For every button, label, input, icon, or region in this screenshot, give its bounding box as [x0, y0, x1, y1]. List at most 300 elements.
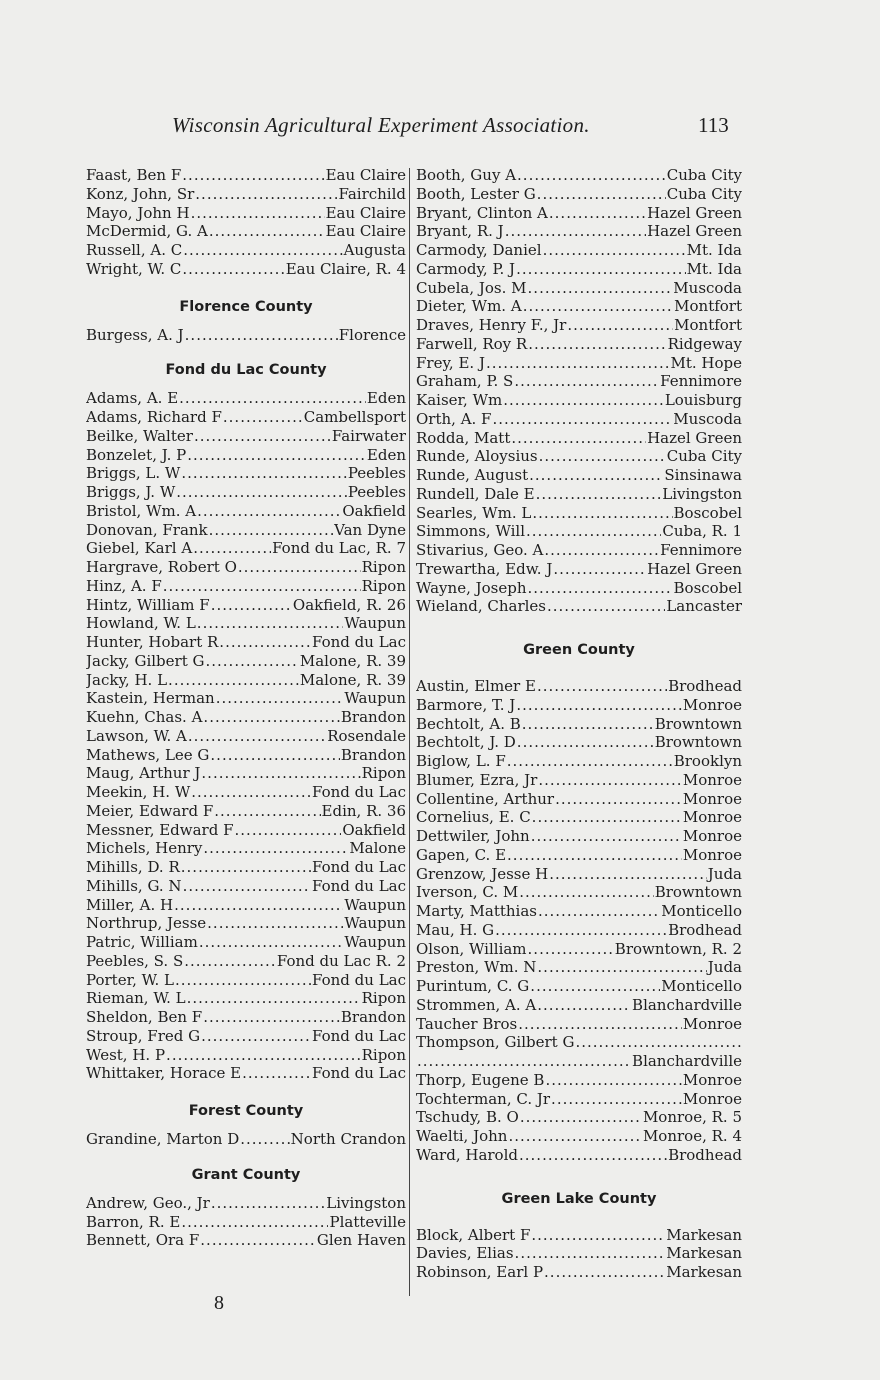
list-item: [86, 166, 406, 185]
list-item: [416, 977, 742, 996]
entry-place: Fond du Lac, R. 7: [272, 539, 406, 558]
forest-county-heading: Forest County: [188, 1103, 304, 1119]
entry-place: Peebles: [347, 483, 406, 501]
entry-name: Stroup, Fred G: [86, 1026, 201, 1045]
entry-place: Boscobel: [673, 578, 742, 597]
entry-name: Thompson, Gilbert G: [416, 1033, 575, 1052]
list-item: [86, 1064, 406, 1083]
list-item: [86, 1231, 406, 1250]
entry-place: Malone: [349, 839, 406, 858]
forest-county-list: [86, 1130, 406, 1149]
list-item: [86, 427, 406, 446]
list-item: [416, 1244, 742, 1263]
entry-name: Grenzow, Jesse H: [416, 864, 549, 883]
entry-name: Booth, Guy A: [416, 166, 517, 184]
entry-place: Lancaster: [666, 597, 742, 616]
list-item: [416, 260, 742, 279]
entry-name: Bryant, Clinton A: [416, 203, 548, 222]
entry-place: Ripon: [361, 1045, 406, 1064]
entry-place: Fennimore: [660, 372, 742, 391]
list-item: [86, 1008, 406, 1027]
entry-name: Frey, E. J: [416, 353, 485, 372]
entry-name: Briggs, L. W: [86, 464, 181, 483]
entry-place: Boscobel: [673, 503, 742, 522]
entry-place: Waupun: [344, 933, 406, 951]
entry-name: Bechtolt, J. D: [416, 733, 516, 752]
entry-name: Mihills, D. R: [86, 858, 180, 876]
entry-place: Oakfield, R. 26: [292, 595, 406, 614]
entry-place: Fond du Lac: [312, 1064, 406, 1083]
list-item: [86, 746, 406, 765]
entry-name: Simmons, Will: [416, 522, 525, 541]
entry-name: Mayo, John H: [86, 203, 190, 222]
list-item: [416, 921, 742, 940]
list-item: [416, 297, 742, 316]
entry-name: Collentine, Arthur: [416, 789, 555, 808]
green-county-list: [416, 677, 742, 1033]
entry-place: Monroe, R. 4: [642, 1127, 742, 1145]
entry-place: Markesan: [666, 1244, 742, 1263]
entry-place: Monticello: [661, 902, 742, 920]
entry-place: Sinsinawa: [664, 466, 742, 484]
list-item: [86, 204, 406, 223]
list-item: [416, 204, 742, 223]
entry-place: Eau Claire: [325, 203, 406, 222]
entry-place: Rosendale: [327, 726, 406, 745]
list-item: [86, 839, 406, 858]
list-item: [86, 408, 406, 427]
entry-name: Searles, Wm. L: [416, 503, 532, 522]
entry-place: Monticello: [661, 977, 742, 995]
entry-place: Juda: [707, 864, 742, 883]
entry-place: Browntown: [654, 883, 742, 902]
entry-name: Konz, John, Sr: [86, 184, 195, 203]
entry-place: Markesan: [666, 1225, 742, 1244]
entry-place: Augusta: [343, 241, 406, 259]
entry-name: Rieman, W. L: [86, 989, 186, 1008]
entry-name: Carmody, Daniel: [416, 241, 542, 259]
entry-name: Hunter, Hobart R: [86, 633, 219, 651]
entry-name: Cornelius, E. C: [416, 808, 531, 827]
list-item: [86, 652, 406, 671]
entry-name: Burgess, A. J: [86, 325, 184, 344]
list-item: [86, 689, 406, 708]
list-item: [416, 447, 742, 466]
list-item: [416, 1033, 742, 1052]
fond-du-lac-county-list: [86, 389, 406, 1083]
entry-name: Grandine, Marton D: [86, 1130, 240, 1148]
list-item: [86, 914, 406, 933]
list-item: [416, 958, 742, 977]
entry-place: Monroe: [682, 770, 742, 789]
entry-name: Waelti, John: [416, 1127, 508, 1145]
entry-place: Malone, R. 39: [299, 651, 406, 670]
grant-county-heading: Grant County: [191, 1166, 301, 1183]
entry-place: Waupun: [344, 895, 406, 914]
entry-place: Fond du Lac: [312, 970, 406, 989]
entry-name: Dieter, Wm. A: [416, 297, 522, 316]
entry-name: Purintum, C. G: [416, 977, 530, 995]
entry-place: Brodhead: [668, 1145, 742, 1164]
entry-place: Monroe: [682, 845, 742, 864]
list-item: [86, 708, 406, 727]
left-column: [86, 166, 406, 1250]
column-divider: [409, 168, 410, 1296]
entry-name: Olson, William: [416, 939, 527, 958]
page-number: 113: [698, 113, 729, 137]
list-item: [86, 596, 406, 615]
entry-place: Waupun: [344, 914, 406, 933]
list-item: [416, 579, 742, 598]
list-item: [86, 389, 406, 408]
entry-place: Brandon: [340, 708, 406, 726]
entry-place: Louisburg: [664, 391, 742, 409]
entry-name: Mau, H. G: [416, 920, 495, 939]
entry-place: Eau Claire, R. 4: [285, 259, 406, 278]
entry-name: Stivarius, Geo. A: [416, 541, 544, 559]
entry-place: Cambellsport: [303, 408, 406, 426]
entry-name: Bennett, Ora F: [86, 1231, 200, 1250]
entry-place: Monroe: [682, 808, 742, 827]
list-item: [416, 222, 742, 241]
entry-name: Iverson, C. M: [416, 883, 519, 902]
list-item: [86, 1130, 406, 1149]
list-item: [86, 971, 406, 990]
list-item: [416, 902, 742, 921]
running-header: [0, 113, 880, 141]
entry-name: Kaiser, Wm: [416, 391, 503, 409]
entry-name: Mihills, G. N: [86, 876, 182, 895]
entry-name: Briggs, J. W: [86, 483, 176, 501]
entry-name: Davies, Elias: [416, 1244, 514, 1263]
entry-place: Livingston: [662, 484, 742, 503]
entry-place: Ripon: [361, 576, 406, 595]
entry-name: Wright, W. C: [86, 259, 182, 278]
entry-name: Mathews, Lee G: [86, 745, 210, 764]
entry-place: Cuba City: [666, 166, 742, 184]
list-item: [416, 279, 742, 298]
entry-name: Jacky, Gilbert G: [86, 651, 205, 670]
list-item: [416, 372, 742, 391]
eau-claire-continued-list: [86, 166, 406, 279]
entry-place: Ridgeway: [667, 334, 742, 353]
entry-name: Draves, Henry F., Jr: [416, 316, 567, 334]
entry-place: Fond du Lac: [312, 783, 406, 801]
entry-place: Cuba City: [666, 447, 742, 466]
entry-place: Ripon: [361, 989, 406, 1008]
list-item: [86, 483, 406, 502]
list-item: [86, 952, 406, 971]
entry-place: Monroe: [682, 695, 742, 714]
entry-name: Block, Albert F: [416, 1225, 531, 1244]
entry-name: Hintz, William F: [86, 595, 210, 614]
entry-name: Strommen, A. A: [416, 995, 537, 1014]
entry-name: Whittaker, Horace E: [86, 1064, 242, 1083]
entry-place: Browntown, R. 2: [614, 939, 742, 958]
grant-county-continued-list: [416, 166, 742, 616]
list-item: [416, 522, 742, 541]
list-item: [416, 790, 742, 809]
list-item: [86, 502, 406, 521]
list-item: [86, 821, 406, 840]
entry-name: Marty, Matthias: [416, 902, 537, 920]
entry-name: Andrew, Geo., Jr: [86, 1193, 210, 1212]
entry-place: Eau Claire: [325, 166, 406, 184]
entry-name: Beilke, Walter: [86, 426, 193, 445]
entry-name: Lawson, W. A: [86, 726, 187, 745]
entry-name: Howland, W. L: [86, 614, 196, 633]
list-item: [86, 933, 406, 952]
list-item: [416, 391, 742, 410]
entry-name: Barmore, T. J: [416, 695, 516, 714]
entry-place: Blanchardville: [632, 995, 742, 1014]
grant-county-list: [86, 1194, 406, 1250]
entry-place: Monroe: [682, 827, 742, 845]
list-item: [86, 783, 406, 802]
list-item: [416, 940, 742, 959]
entry-name: Hargrave, Robert O: [86, 558, 237, 576]
list-item: [86, 521, 406, 540]
list-item: [86, 764, 406, 783]
list-item: [416, 1015, 742, 1034]
entry-name: Giebel, Karl A: [86, 539, 193, 558]
list-item: [416, 504, 742, 523]
entry-name: Northrup, Jesse: [86, 914, 207, 933]
entry-place: Brodhead: [668, 920, 742, 939]
list-item: [86, 671, 406, 690]
list-item: [86, 633, 406, 652]
entry-place: Mt. Ida: [686, 241, 742, 259]
entry-name: Taucher Bros: [416, 1014, 518, 1033]
green-county-heading: Green County: [523, 642, 635, 658]
list-item: [86, 446, 406, 465]
entry-name: Donovan, Frank: [86, 520, 208, 539]
entry-place: Waupun: [344, 689, 406, 708]
signature-mark: 8: [214, 1292, 224, 1314]
entry-place: Ripon: [361, 558, 406, 576]
list-item: [416, 597, 742, 616]
entry-name: Austin, Elmer E: [416, 677, 536, 695]
list-item: [416, 1108, 742, 1127]
florence-county-heading: Florence County: [179, 298, 313, 315]
entry-name: Carmody, P. J: [416, 259, 516, 278]
list-item: [416, 996, 742, 1015]
entry-name: Adams, A. E: [86, 389, 179, 408]
list-item: [86, 614, 406, 633]
list-item: [86, 241, 406, 260]
entry-name: Kuehn, Chas. A: [86, 708, 203, 726]
entry-place: Monroe: [682, 1014, 742, 1033]
list-item: [416, 466, 742, 485]
entry-name: Graham, P. S: [416, 372, 514, 391]
entry-name: Wayne, Joseph: [416, 578, 527, 597]
list-item: [416, 808, 742, 827]
list-item: [416, 560, 742, 579]
entry-place: Fairwater: [331, 426, 406, 445]
entry-place: Juda: [707, 958, 742, 977]
entry-name: Farwell, Roy R: [416, 334, 528, 353]
list-item: [86, 558, 406, 577]
entry-place: Malone, R. 39: [299, 670, 406, 689]
entry-name: Tochterman, C. Jr: [416, 1089, 551, 1108]
entry-place: Cuba City: [666, 184, 742, 203]
entry-name: Trewartha, Edw. J: [416, 559, 553, 578]
entry-place: Brooklyn: [673, 752, 742, 770]
entry-name: Cubela, Jos. M: [416, 278, 527, 297]
entry-name: Biglow, L. F: [416, 752, 506, 770]
entry-name: Booth, Lester G: [416, 184, 536, 203]
list-item: [416, 715, 742, 734]
list-item: [416, 241, 742, 260]
entry-name: Russell, A. C: [86, 241, 183, 259]
list-item: [416, 883, 742, 902]
list-item: [416, 827, 742, 846]
entry-place: Monroe: [682, 789, 742, 808]
entry-name: Porter, W. L: [86, 970, 174, 989]
list-item: [416, 335, 742, 354]
list-item: [416, 771, 742, 790]
list-item: [416, 733, 742, 752]
entry-place: Brandon: [340, 1008, 406, 1026]
entry-place: Hazel Green: [647, 222, 742, 241]
list-item: [86, 326, 406, 345]
green-lake-county-heading: Green Lake County: [501, 1190, 657, 1207]
entry-place: Fond du Lac: [312, 1026, 406, 1045]
entry-place: Oakfield: [342, 501, 406, 520]
list-item-continued: [416, 1052, 742, 1071]
entry-place: Edin, R. 36: [321, 801, 406, 820]
entry-name: Runde, August: [416, 466, 529, 484]
entry-name: Runde, Aloysius: [416, 447, 538, 466]
entry-place: Brodhead: [668, 677, 742, 695]
entry-place: Mt. Ida: [686, 259, 742, 278]
entry-name: Rundell, Dale E: [416, 484, 535, 503]
entry-place: Fond du Lac R. 2: [276, 951, 406, 970]
running-title: Wisconsin Agricultural Experiment Association.: [172, 113, 590, 137]
entry-name: West, H. P: [86, 1045, 166, 1064]
list-item: [86, 1027, 406, 1046]
list-item: [86, 1046, 406, 1065]
entry-place: Markesan: [666, 1263, 742, 1281]
entry-place: Glen Haven: [316, 1231, 406, 1250]
right-column: [416, 166, 742, 1282]
entry-name: Bristol, Wm. A: [86, 501, 197, 520]
entry-name: Ward, Harold: [416, 1145, 518, 1164]
entry-name: Barron, R. E: [86, 1212, 181, 1231]
entry-name: Meier, Edward F: [86, 801, 214, 820]
list-item: [416, 185, 742, 204]
entry-place: Browntown: [654, 714, 742, 733]
list-item: [86, 577, 406, 596]
entry-name: Dettwiler, John: [416, 827, 530, 845]
list-item: [416, 1127, 742, 1146]
list-item: [86, 858, 406, 877]
entry-place: Montfort: [674, 316, 742, 334]
list-item: [86, 185, 406, 204]
entry-name: Orth, A. F: [416, 409, 492, 428]
fond-du-lac-county-heading: Fond du Lac County: [165, 362, 327, 379]
entry-place: Montfort: [674, 297, 742, 316]
entry-place: Eden: [366, 389, 406, 408]
entry-place: Fennimore: [660, 541, 742, 559]
list-item: [86, 539, 406, 558]
entry-place: Van Dyne: [334, 520, 406, 539]
entry-place: Mt. Hope: [670, 353, 742, 372]
list-item: [416, 1146, 742, 1165]
entry-place: Platteville: [329, 1212, 406, 1231]
entry-name: Adams, Richard F: [86, 408, 222, 426]
entry-place: Ripon: [361, 764, 406, 783]
list-item: [86, 802, 406, 821]
list-item: [416, 166, 742, 185]
entry-place: North Crandon: [290, 1130, 406, 1148]
list-item: [416, 696, 742, 715]
entry-place: Hazel Green: [647, 559, 742, 578]
list-item: [416, 752, 742, 771]
entry-name: Rodda, Matt: [416, 428, 511, 447]
entry-place: Browntown: [654, 733, 742, 752]
entry-name: Preston, Wm. N: [416, 958, 537, 977]
entry-place: Eau Claire: [325, 222, 406, 241]
entry-place: Brandon: [340, 745, 406, 764]
entry-place: Florence: [338, 325, 406, 344]
entry-name: Bryant, R. J: [416, 222, 504, 241]
list-item: [416, 316, 742, 335]
entry-name: Peebles, S. S: [86, 951, 184, 970]
entry-name: Messner, Edward F: [86, 820, 234, 839]
list-item: [416, 410, 742, 429]
entry-name: Bonzelet, J. P: [86, 445, 187, 464]
list-item: [86, 877, 406, 896]
list-item: [416, 1263, 742, 1282]
entry-place: Fond du Lac: [312, 858, 406, 876]
list-item: [416, 1071, 742, 1090]
list-item: [416, 1226, 742, 1245]
list-item: [416, 1090, 742, 1109]
entry-place: Monroe: [682, 1089, 742, 1108]
list-item: [86, 727, 406, 746]
entry-name: Blumer, Ezra, Jr: [416, 770, 538, 789]
entry-name: Sheldon, Ben F: [86, 1008, 203, 1026]
list-item: [86, 464, 406, 483]
entry-place: Hazel Green: [647, 428, 742, 447]
list-item: [86, 989, 406, 1008]
entry-place: Monroe: [682, 1070, 742, 1089]
entry-name: McDermid, G. A: [86, 222, 208, 241]
entry-place: Blanchardville: [632, 1052, 742, 1070]
entry-place: Monroe, R. 5: [642, 1108, 742, 1127]
list-item: [416, 677, 742, 696]
entry-place: Fairchild: [338, 184, 406, 203]
entry-place: Hazel Green: [647, 203, 742, 222]
florence-county-list: [86, 326, 406, 345]
entry-place: Fond du Lac: [312, 876, 406, 895]
entry-place: Muscoda: [673, 409, 742, 428]
entry-name: Tschudy, B. O: [416, 1108, 519, 1127]
list-item: [416, 429, 742, 448]
entry-name: Maug, Arthur J: [86, 764, 201, 783]
entry-name: Jacky, H. L: [86, 670, 168, 689]
list-item: [416, 541, 742, 560]
entry-name: Wieland, Charles: [416, 597, 546, 616]
list-item: [86, 260, 406, 279]
list-item: [86, 896, 406, 915]
entry-name: Robinson, Earl P: [416, 1263, 544, 1281]
entry-name: Kastein, Herman: [86, 689, 215, 708]
entry-place: Livingston: [326, 1193, 406, 1212]
entry-place: Eden: [366, 445, 406, 464]
list-item: [86, 1213, 406, 1232]
